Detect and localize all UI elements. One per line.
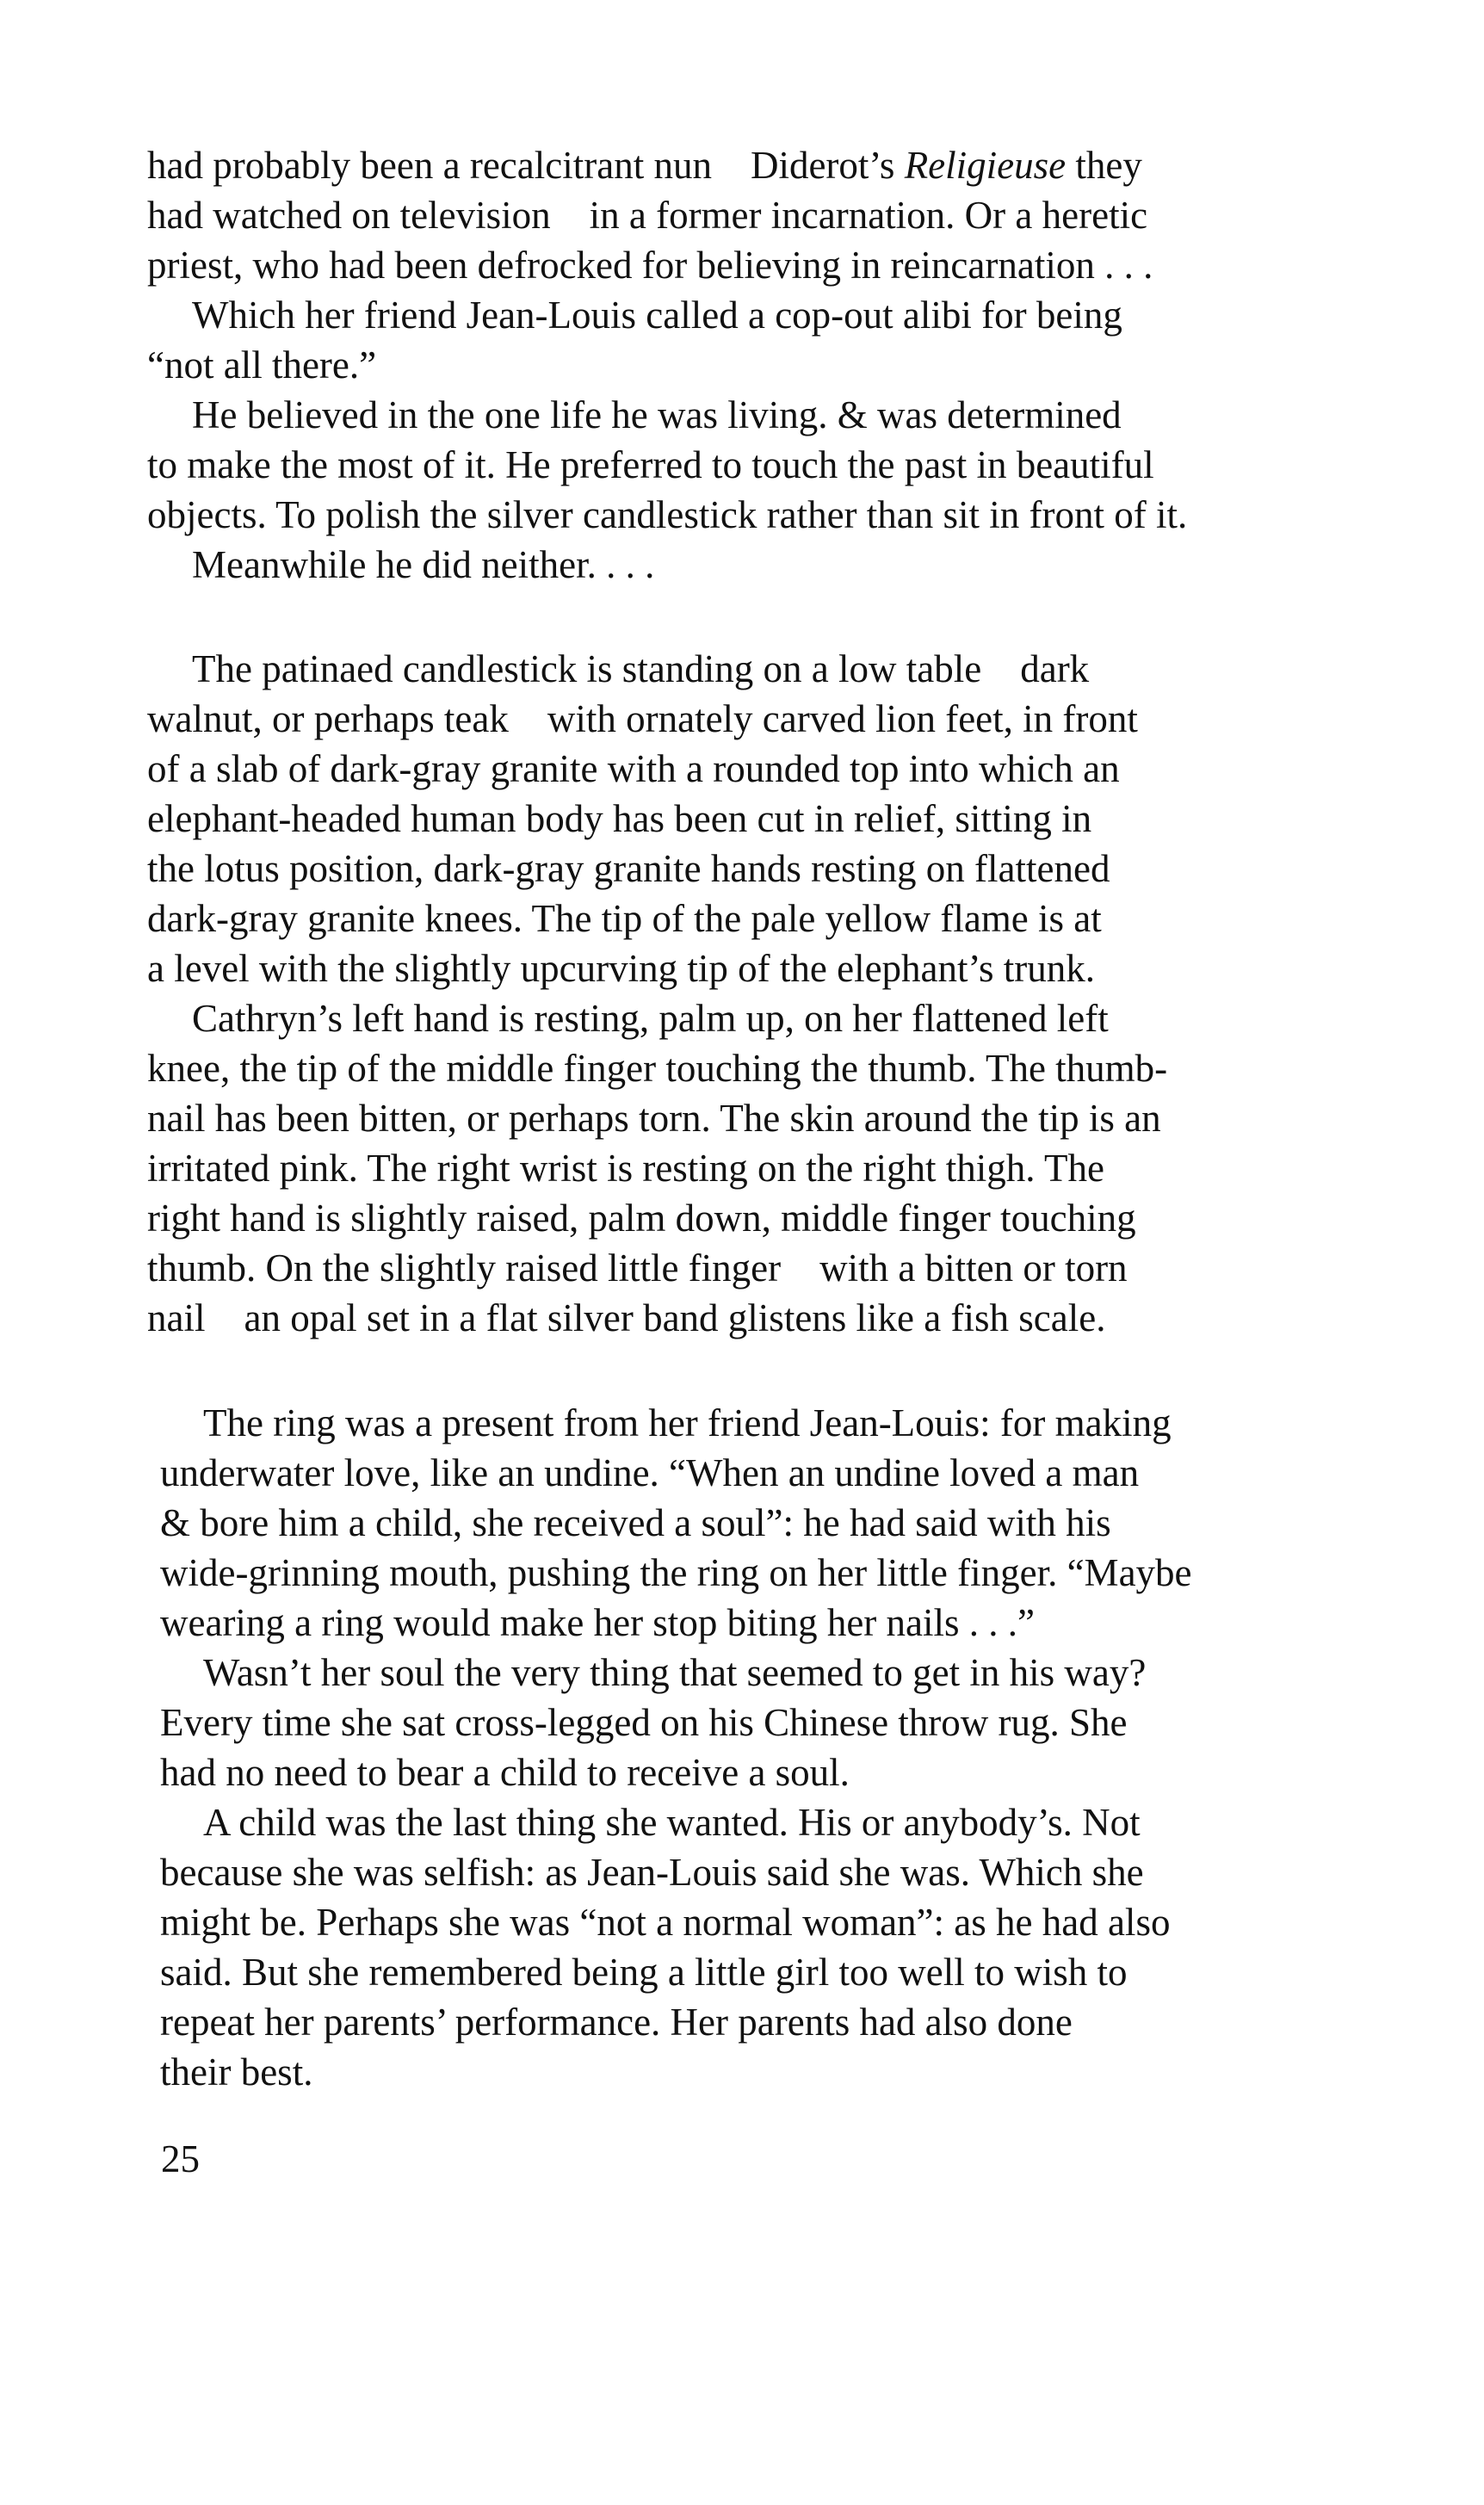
text-line: nail has been bitten, or perhaps torn. The skin around the tip is an <box>147 1097 1161 1140</box>
text-line: their best. <box>160 2050 313 2094</box>
text-line: had no need to bear a child to receive a soul. <box>160 1751 850 1794</box>
text-line: right hand is slightly raised, palm down, middle finger touching <box>147 1197 1136 1240</box>
text-line: He believed in the one life he was living. & was determined <box>192 393 1122 436</box>
text-line: underwater love, like an undine. “When an undine loved a man <box>160 1451 1140 1494</box>
text-line: The patinaed candlestick is standing on a low table dark <box>192 647 1090 690</box>
text-line: wearing a ring would make her stop biting her nails . . .” <box>160 1601 1035 1644</box>
text-line: objects. To polish the silver candlestick rather than sit in front of it. <box>147 493 1188 536</box>
text-line: had probably been a recalcitrant nun Diderot’s Religieuse they <box>147 144 1142 187</box>
text-line: & bore him a child, she received a soul”: he had said with his <box>160 1501 1111 1544</box>
text-line: because she was selfish: as Jean-Louis said she was. Which she <box>160 1851 1144 1894</box>
text-line: of a slab of dark-gray granite with a rounded top into which an <box>147 747 1120 790</box>
text-line: irritated pink. The right wrist is resting on the right thigh. The <box>147 1147 1104 1190</box>
page-number: 25 <box>161 2137 200 2180</box>
text-line: had watched on television in a former incarnation. Or a heretic <box>147 194 1148 237</box>
text-line: Every time she sat cross-legged on his Chinese throw rug. She <box>160 1701 1128 1744</box>
text-line: a level with the slightly upcurving tip of the elephant’s trunk. <box>147 947 1096 990</box>
text-line: the lotus position, dark-gray granite hands resting on flattened <box>147 847 1110 890</box>
text-line: said. But she remembered being a little girl too well to wish to <box>160 1951 1128 1994</box>
text-line: repeat her parents’ performance. Her parents had also done <box>160 2001 1073 2044</box>
italic-title: Religieuse <box>904 144 1067 187</box>
text-line: wide-grinning mouth, pushing the ring on her little finger. “Maybe <box>160 1551 1192 1594</box>
text-line: Which her friend Jean-Louis called a cop-out alibi for being <box>192 294 1122 337</box>
text-line: dark-gray granite knees. The tip of the pale yellow flame is at <box>147 897 1102 940</box>
text-line: The ring was a present from her friend Jean-Louis: for making <box>203 1401 1172 1444</box>
text-line: thumb. On the slightly raised little finger with a bitten or torn <box>147 1246 1128 1290</box>
text-line: might be. Perhaps she was “not a normal woman”: as he had also <box>160 1901 1171 1944</box>
text-line: Cathryn’s left hand is resting, palm up, on her flattened left <box>192 997 1109 1040</box>
text-line: to make the most of it. He preferred to touch the past in beautiful <box>147 443 1154 486</box>
text-line: knee, the tip of the middle finger touching the thumb. The thumb- <box>147 1047 1168 1090</box>
text-line: A child was the last thing she wanted. His or anybody’s. Not <box>203 1801 1141 1844</box>
text-line: priest, who had been defrocked for believing in reincarnation . . . <box>147 244 1153 287</box>
text-line: Meanwhile he did neither. . . . <box>192 543 655 586</box>
text-line: walnut, or perhaps teak with ornately carved lion feet, in front <box>147 697 1138 740</box>
text-line: elephant-headed human body has been cut in relief, sitting in <box>147 797 1092 840</box>
text-line: nail an opal set in a flat silver band glistens like a fish scale. <box>147 1296 1106 1339</box>
text-line: Wasn’t her soul the very thing that seemed to get in his way? <box>203 1651 1147 1694</box>
text-line: “not all there.” <box>147 343 377 387</box>
